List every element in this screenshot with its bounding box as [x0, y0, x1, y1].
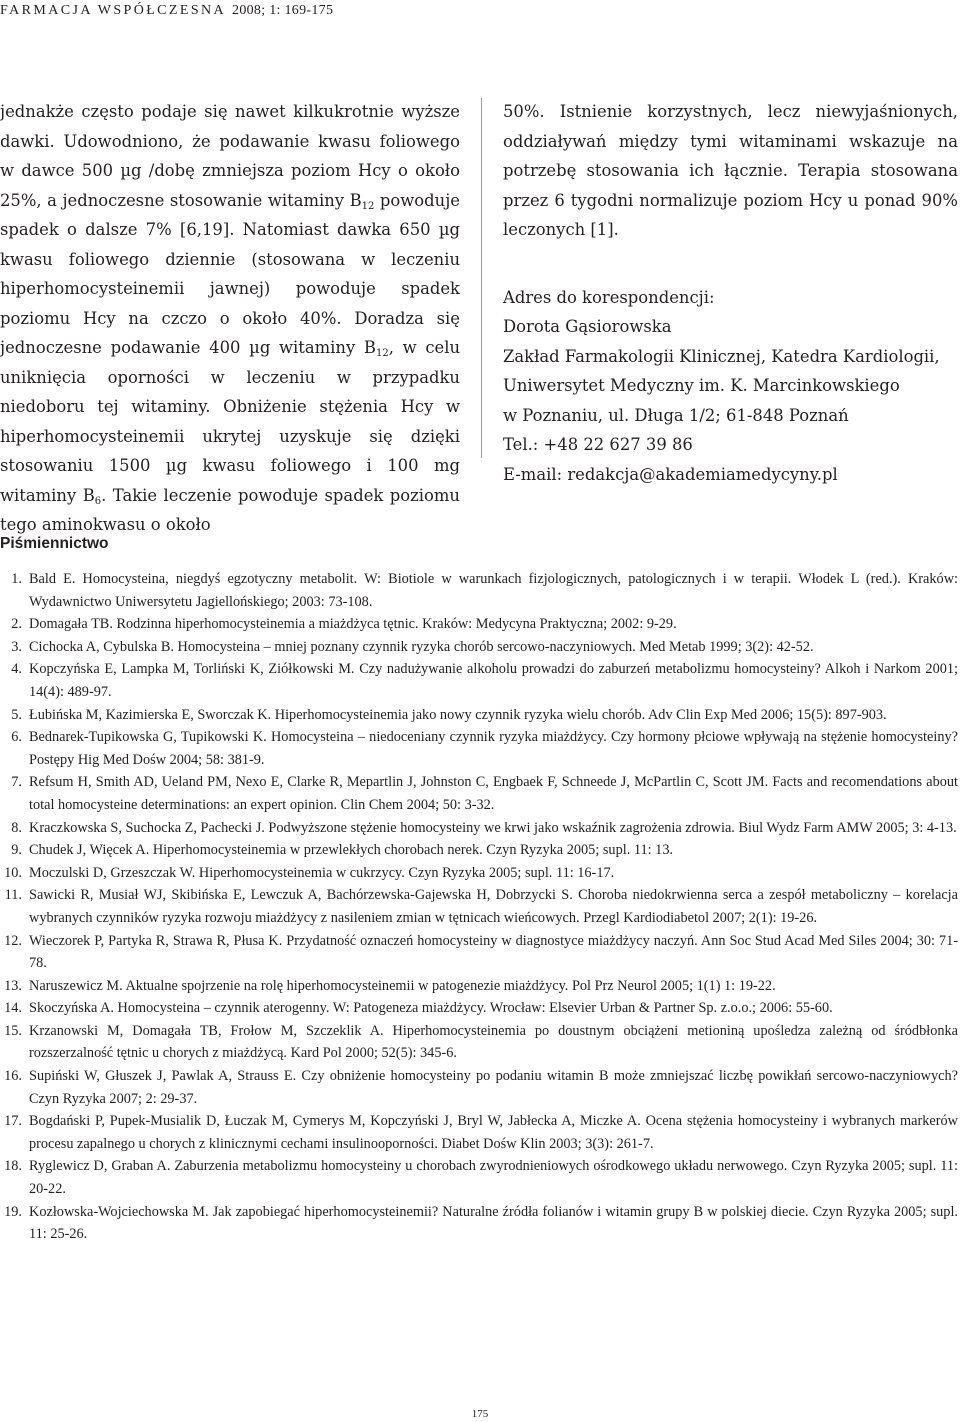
reference-text: Łubińska M, Kazimierska E, Sworczak K. Hiperhomocysteinemia jako nowy czynnik ryzyka wielu chorób. Adv Clin Exp Med 2006; 15(5): 897-903. — [29, 706, 887, 723]
reference-item — [0, 636, 958, 659]
reference-number: 16. — [4, 1068, 22, 1085]
reference-number: 8. — [11, 819, 22, 836]
reference-number: 19. — [4, 1203, 22, 1220]
reference-number: 7. — [11, 774, 22, 791]
reference-item — [0, 884, 958, 929]
left-column-paragraph — [0, 97, 460, 540]
references-title: Piśmiennictwo — [0, 535, 109, 552]
reference-item — [0, 771, 958, 816]
reference-number: 17. — [4, 1113, 22, 1130]
reference-number: 6. — [11, 729, 22, 746]
reference-text: Naruszewicz M. Aktualne spojrzenie na rolę hiperhomocysteinemii w patogenezie miażdżycy. Pol Prz Neurol 2005; 1(1) 1: 19-22. — [29, 977, 776, 994]
running-header — [0, 3, 333, 21]
email[interactable]: E-mail: redakcja@akademiamedycyny.pl — [503, 464, 838, 484]
reference-text: Wieczorek P, Partyka R, Strawa R, Płusa K. Przydatność oznaczeń homocysteiny w diagnostyce miażdżycy naczyń. Ann Soc Stud Acad Med Siles 2004; 30: 71-78. — [29, 932, 958, 972]
column-divider — [481, 98, 482, 458]
reference-text: Krzanowski M, Domagała TB, Frołow M, Szczeklik A. Hiperhomocysteinemia po doustnym obciążeni metioniną upośledza zależną od śródbłonka rozszerzalność tętnic u chorych z miażdżycą. Kard Pol 2000; 52(5): 345-6. — [29, 1022, 958, 1062]
reference-item — [0, 726, 958, 771]
author-name: Dorota Gąsiorowska — [503, 317, 672, 336]
right-column — [503, 97, 958, 489]
journal-name: FARMACJA WSPÓŁCZESNA — [0, 3, 227, 18]
reference-text: Bald E. Homocysteina, niegdyś egzotyczny metabolit. W: Biotiole w warunkach fizjologicznych, patologicznych i w terapii. Włodek L (red.). Kraków: Wydawnictwo Uniwersytetu Jagiellońskiego; 2003: 73-108. — [29, 571, 958, 610]
address-label: Adres do korespondencji: — [503, 287, 715, 307]
reference-text: Supiński W, Głuszek J, Pawlak A, Strauss E. Czy obniżenie homocysteiny po podaniu witamin B może zmniejszać liczbę powikłań sercowo-naczyniowych? Czyn Ryzyka 2007; 2: 29-37. — [29, 1068, 958, 1107]
reference-text: Skoczyńska A. Homocysteina – czynnik aterogenny. W: Patogeneza miażdżycy. Wrocław: Elsevier Urban & Partner Sp. z.o.o.; 2006: 55-60. — [29, 1000, 833, 1017]
text-run: jednakże często podaje się nawet kilkukrotnie wyższe dawki. Udowodniono, że podawanie kwasu foliowego w dawce 500 µg /dobę zmniejsza poziom Hcy o około 25%, a jednoczesne stosowanie witaminy B — [0, 102, 460, 210]
reference-item — [0, 1110, 958, 1155]
reference-number: 18. — [4, 1158, 22, 1175]
journal-issue: 2008; 1: 169-175 — [232, 3, 334, 18]
university: Uniwersytet Medyczny im. K. Marcinkowskiego — [503, 376, 900, 395]
reference-number: 3. — [11, 638, 22, 655]
correspondence-address — [503, 283, 958, 490]
reference-number: 1. — [11, 571, 22, 587]
reference-text: Bogdański P, Pupek-Musialik D, Łuczak M, Cymerys M, Kopczyński J, Bryl W, Jabłecka A, Miczke A. Ocena stężenia homocysteiny i wybranych markerów procesu zapalnego u chorych z klinicznymi cechami insulinooporności. Diabet Dośw Klin 2003; 3(3): 261-7. — [29, 1113, 958, 1152]
reference-item — [0, 839, 958, 862]
reference-item — [0, 997, 958, 1020]
subscript: 12 — [375, 348, 389, 359]
phone: Tel.: +48 22 627 39 86 — [503, 435, 693, 454]
subscript: 6 — [94, 495, 102, 507]
references-list — [0, 568, 958, 1246]
subscript: 12 — [361, 200, 375, 212]
reference-text: Chudek J, Więcek A. Hiperhomocysteinemia w przewlekłych chorobach nerek. Czyn Ryzyka 2005; supl. 11: 13. — [29, 842, 674, 859]
reference-text: Ryglewicz D, Graban A. Zaburzenia metabolizmu homocysteiny u chorobach zwyrodnieniowych ośrodkowego układu nerwowego. Czyn Ryzyka 2005; supl. 11: 20-22. — [29, 1158, 958, 1198]
reference-number: 14. — [4, 1000, 22, 1017]
reference-number: 9. — [11, 842, 22, 859]
reference-text: Bednarek-Tupikowska G, Tupikowski K. Homocysteina – niedoceniany czynnik ryzyka miażdżycy. Czy hormony płciowe wpływają na stężenie homocysteiny? Postępy Hig Med Dośw 2004; 58: 381-9. — [29, 729, 958, 768]
reference-number: 5. — [11, 706, 22, 723]
reference-number: 12. — [4, 932, 22, 949]
text-run: . Takie leczenie powoduje spadek poziomu tego aminokwasu o około — [0, 485, 460, 534]
reference-item — [0, 1020, 958, 1065]
reference-item — [0, 862, 958, 885]
street-address: w Poznaniu, ul. Długa 1/2; 61-848 Poznań — [503, 405, 849, 425]
reference-number: 4. — [11, 661, 22, 678]
reference-text: Domagała TB. Rodzinna hiperhomocysteinemia a miażdżyca tętnic. Kraków: Medycyna Praktyczna; 2002: 9-29. — [29, 616, 677, 633]
reference-text: Kopczyńska E, Lampka M, Torliński K, Ziółkowski M. Czy nadużywanie alkoholu prowadzi do zaburzeń metabolizmu homocysteiny? Alkoh i Narkom 2001; 14(4): 489-97. — [29, 661, 958, 700]
reference-item — [0, 1155, 958, 1200]
reference-text: Sawicki R, Musiał WJ, Skibińska E, Lewczuk A, Bachórzewska-Gajewska H, Dobrzycki S. Choroba niedokrwienna serca a zespół metaboliczny – korelacja wybranych czynników ryzyka rozwoju miażdżycy z nasileniem zmian w tętnicach wieńcowych. Przegl Kardiodiabetol 2007; 2(1): 19-26. — [29, 887, 958, 926]
reference-number: 15. — [4, 1022, 22, 1039]
left-column — [0, 97, 460, 540]
text-run: , w celu uniknięcia oporności w leczeniu w przypadku niedoboru tej witaminy. Obniżenie stężenia Hcy w hiperhomocysteinemii ukrytej uzyskuje się dzięki stosowaniu 1500 µg kwasu foliowego i 100 mg witaminy B — [0, 338, 461, 505]
reference-number: 2. — [11, 616, 22, 633]
reference-number: 11. — [4, 887, 22, 904]
reference-item — [0, 975, 958, 998]
reference-number: 10. — [4, 864, 22, 881]
reference-item — [0, 658, 958, 703]
reference-text: Kraczkowska S, Suchocka Z, Pachecki J. Podwyższone stężenie homocysteiny we krwi jako wskaźnik zagrożenia zdrowia. Biul Wydz Farm AMW 2005; 3: 4-13. — [29, 819, 957, 836]
reference-text: Refsum H, Smith AD, Ueland PM, Nexo E, Clarke R, Mepartlin J, Johnston C, Engbaek F, Schneede J, McPartlin C, Scott JM. Facts and recomendations about total homocysteine determinations: an expert opinion. Clin Chem 2004; 50: 3-32. — [29, 774, 958, 813]
right-column-paragraph: 50%. Istnienie korzystnych, lecz niewyjaśnionych, oddziaływań między tymi witaminami wskazuje na potrzebę stosowania ich łącznie. Terapia stosowana przez 6 tygodni normalizuje poziom Hcy u ponad 90% leczonych [1]. — [503, 102, 958, 239]
text-run: powoduje spadek o dalsze 7% [6,19]. Natomiast dawka 650 µg kwasu foliowego dziennie (stosowana w leczeniu hiperhomocysteinemii jawnej) powoduje spadek poziomu Hcy na czczo o około 40%. Doradza się jednoczesne podawanie 400 µg witaminy B — [0, 190, 460, 357]
reference-number: 13. — [4, 977, 22, 994]
reference-text: Kozłowska-Wojciechowska M. Jak zapobiegać hiperhomocysteinemii? Naturalne źródła folianów i witamin grupy B w polskiej diecie. Czyn Ryzyka 2005; supl. 11: 25-26. — [29, 1203, 958, 1243]
department: Zakład Farmakologii Klinicznej, Katedra Kardiologii, — [503, 346, 940, 366]
reference-item — [0, 817, 958, 840]
reference-item — [0, 613, 958, 636]
reference-item — [0, 1201, 958, 1246]
reference-text: Cichocka A, Cybulska B. Homocysteina – mniej poznany czynnik ryzyka chorób sercowo-naczyniowych. Med Metab 1999; 3(2): 42-52. — [29, 638, 814, 655]
reference-text: Moczulski D, Grzeszczak W. Hiperhomocysteinemia w cukrzycy. Czyn Ryzyka 2005; supl. 11: 16-17. — [29, 864, 615, 881]
reference-item — [0, 568, 958, 613]
page-number: 175 — [471, 1408, 489, 1420]
reference-item — [0, 930, 958, 975]
reference-item — [0, 704, 958, 727]
reference-item — [0, 1065, 958, 1110]
